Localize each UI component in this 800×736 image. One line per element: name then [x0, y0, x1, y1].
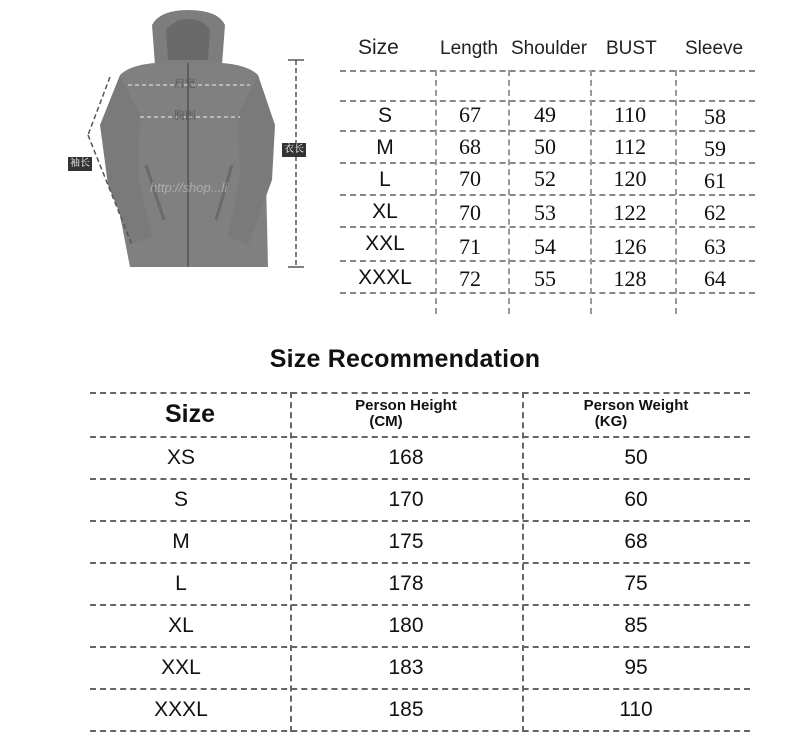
- row-divider: [90, 688, 750, 690]
- height-cell: 175: [388, 530, 424, 553]
- weight-cell: 85: [624, 614, 648, 637]
- col-header-length: Length: [440, 38, 499, 59]
- length-cell: 68: [459, 134, 481, 159]
- length-label: 衣长: [284, 144, 304, 155]
- bust-label: 胸围: [174, 110, 196, 122]
- row-divider: [90, 604, 750, 606]
- size-cell: XL: [372, 200, 398, 223]
- bust-cell: 112: [613, 134, 647, 159]
- shoulder-cell: 55: [534, 266, 556, 291]
- height-header-line1: Person Height: [355, 397, 457, 414]
- row-divider: [90, 436, 750, 438]
- length-cell: 70: [459, 166, 481, 191]
- size-cell: XS: [166, 446, 195, 469]
- col-divider: [290, 392, 292, 732]
- shoulder-cell: 49: [534, 102, 556, 127]
- sleeve-cell: 59: [704, 136, 726, 161]
- bust-cell: 110: [613, 102, 647, 127]
- shoulder-cell: 50: [534, 134, 556, 159]
- weight-cell: 95: [624, 656, 648, 679]
- col-header-size: Size: [358, 36, 399, 59]
- height-cell: 168: [388, 446, 424, 469]
- col-header-size: Size: [164, 400, 216, 428]
- sleeve-cell: 58: [704, 104, 726, 129]
- sleeve-cell: 64: [704, 266, 726, 291]
- weight-cell: 60: [624, 488, 648, 511]
- height-cell: 180: [388, 614, 424, 637]
- col-divider: [522, 392, 524, 732]
- bust-cell: 126: [613, 234, 647, 259]
- length-cell: 72: [459, 266, 481, 291]
- recommendation-title: Size Recommendation: [269, 345, 541, 373]
- length-cell: 70: [459, 200, 481, 225]
- row-divider: [90, 562, 750, 564]
- size-cell: XXL: [365, 232, 405, 255]
- size-cell: XL: [168, 614, 194, 637]
- row-divider: [340, 226, 755, 228]
- size-cell: L: [379, 168, 391, 191]
- weight-cell: 110: [619, 698, 653, 721]
- bust-cell: 120: [613, 166, 647, 191]
- sleeve-cell: 61: [704, 168, 726, 193]
- height-cell: 185: [388, 698, 424, 721]
- bust-cell: 128: [613, 266, 647, 291]
- height-cell: 183: [388, 656, 424, 679]
- col-divider: [590, 70, 592, 314]
- weight-header-line1: Person Weight: [583, 397, 689, 414]
- jacket-image: [60, 5, 320, 280]
- height-cell: 178: [388, 572, 424, 595]
- jacket-illustration: [60, 5, 320, 280]
- row-divider: [90, 478, 750, 480]
- sleeve-cell: 63: [704, 234, 726, 259]
- length-cell: 71: [459, 234, 481, 259]
- col-header-weight: [522, 398, 750, 430]
- shoulder-label: 肩宽: [174, 78, 196, 90]
- weight-cell: 68: [624, 530, 648, 553]
- sleeve-label: 袖长: [70, 158, 90, 169]
- size-cell: S: [377, 104, 392, 127]
- col-header-shoulder: Shoulder: [511, 38, 588, 59]
- row-divider: [340, 292, 755, 294]
- row-divider: [340, 162, 755, 164]
- weight-cell: 50: [624, 446, 648, 469]
- shoulder-cell: 52: [534, 166, 556, 191]
- recommendation-table: [90, 392, 750, 732]
- size-cell: XXXL: [154, 698, 208, 721]
- weight-header-line2: (KG): [594, 413, 628, 430]
- row-divider: [340, 130, 755, 132]
- row-divider: [90, 392, 750, 394]
- col-header-sleeve: Sleeve: [685, 38, 744, 59]
- shoulder-cell: 54: [534, 234, 556, 259]
- col-header-bust: BUST: [606, 38, 657, 59]
- row-divider: [90, 646, 750, 648]
- height-header-line2: (CM): [369, 413, 403, 430]
- size-cell: XXL: [161, 656, 201, 679]
- row-divider: [90, 520, 750, 522]
- col-divider: [675, 70, 677, 314]
- size-cell: L: [175, 572, 187, 595]
- height-cell: 170: [388, 488, 424, 511]
- size-cell: S: [173, 488, 188, 511]
- row-divider: [340, 194, 755, 196]
- sleeve-cell: 62: [704, 200, 726, 225]
- size-cell: M: [376, 136, 394, 159]
- bust-cell: 122: [613, 200, 647, 225]
- size-cell: XXXL: [358, 266, 412, 289]
- shoulder-cell: 53: [534, 200, 556, 225]
- length-cell: 67: [459, 102, 481, 127]
- row-divider: [340, 260, 755, 262]
- watermark: http://shop...li: [150, 180, 228, 195]
- row-divider: [340, 70, 755, 72]
- weight-cell: 75: [624, 572, 648, 595]
- size-cell: M: [172, 530, 190, 553]
- row-divider: [90, 730, 750, 732]
